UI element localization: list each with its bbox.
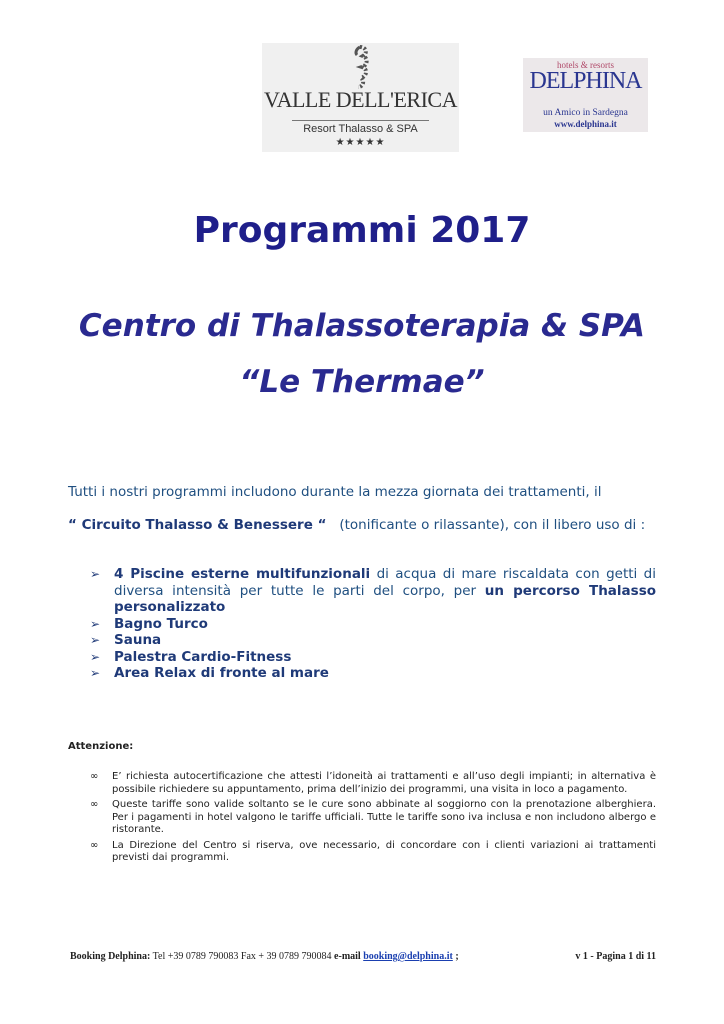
- infinity-bullet-icon: ∞: [90, 771, 99, 782]
- list-item: [90, 632, 656, 649]
- arrow-bullet-icon: ➢: [90, 567, 101, 581]
- note-item: [90, 840, 656, 865]
- email-link[interactable]: booking@delphina.it: [363, 951, 453, 962]
- list-item-label: Palestra Cardio-Fitness: [114, 648, 292, 665]
- infinity-bullet-icon: ∞: [90, 799, 99, 810]
- list-item-text: di acqua di mare riscaldata con getti di diversa intensità per tutte le parti del corpo, per: [114, 566, 656, 599]
- circuit-name: “ Circuito Thalasso & Benessere “: [68, 517, 327, 533]
- delphina-motto: un Amico in Sardegna: [543, 108, 628, 118]
- valle-brand-name: VALLE DELL'ERICA: [264, 87, 457, 112]
- list-item-bold: un percorso Thalasso personalizzato: [114, 582, 657, 615]
- page-number: v 1 - Pagina 1 di 11: [575, 951, 656, 962]
- list-item-bold: 4 Piscine esterne multifunzionali: [114, 566, 371, 582]
- note-text: E’ richiesta autocertificazione che attesti l’idoneità ai trattamenti e all’uso degli impianti; in alternativa è possibile richiedere su appuntamento, prima dell’inizio dei programmi, una visita in loco a pagamento.: [112, 771, 656, 795]
- infinity-bullet-icon: ∞: [90, 839, 99, 851]
- footer-separator: ;: [452, 951, 459, 962]
- note-text: La Direzione del Centro si riserva, ove necessario, di concordare con i clienti variazioni ai trattamenti previsti dai programmi.: [112, 839, 656, 863]
- valle-stars: ★★★★★: [335, 137, 386, 148]
- contact-numbers: Tel +39 0789 790083 Fax + 39 0789 790084: [150, 951, 335, 962]
- subtitle-line-2: “Le Thermae”: [239, 364, 485, 400]
- page-title: Programmi 2017: [193, 210, 531, 251]
- arrow-bullet-icon: ➢: [90, 633, 101, 647]
- arrow-bullet-icon: ➢: [90, 649, 101, 664]
- list-item-label: Sauna: [114, 632, 162, 648]
- list-item: [90, 616, 656, 633]
- attention-heading: Attenzione:: [68, 741, 134, 752]
- valle-subtitle: Resort Thalasso & SPA: [303, 123, 418, 135]
- list-item: [90, 566, 656, 616]
- note-item: [90, 799, 656, 837]
- note-text: Queste tariffe sono valide soltanto se le cure sono abbinate al soggiorno con la prenotazione alberghiera. Per i pagamenti in hotel valgono le tariffe ufficiali. Tutte le tariffe sono iva inclusa e non includono albergo e ristorante.: [112, 799, 656, 835]
- page-footer: [70, 951, 656, 962]
- booking-label: Booking Delphina:: [70, 951, 151, 962]
- subtitle-line-1: Centro di Thalassoterapia & SPA: [78, 308, 646, 344]
- valle-dell-erica-logo: [262, 43, 459, 152]
- delphina-logo: [523, 58, 648, 132]
- arrow-bullet-icon: ➢: [90, 666, 101, 680]
- list-item-label: Bagno Turco: [114, 615, 208, 632]
- delphina-name: DELPHINA: [529, 68, 642, 94]
- list-item-label: Area Relax di fronte al mare: [114, 665, 329, 681]
- intro-text: Tutti i nostri programmi includono durante la mezza giornata dei trattamenti, il: [68, 484, 602, 500]
- seahorse-icon: [348, 45, 372, 89]
- circuit-description: (tonificante o rilassante), con il libero uso di :: [339, 517, 646, 533]
- circuit-line: [68, 517, 645, 533]
- delphina-tagline: hotels & resorts: [557, 60, 614, 70]
- logo-divider: [292, 120, 429, 121]
- amenities-list: [90, 566, 656, 682]
- list-item: [90, 649, 656, 666]
- arrow-bullet-icon: ➢: [90, 616, 101, 631]
- list-item: [90, 665, 656, 682]
- note-item: [90, 771, 656, 796]
- delphina-website: www.delphina.it: [554, 119, 617, 129]
- attention-notes: [90, 771, 656, 868]
- email-label: e-mail: [334, 951, 361, 962]
